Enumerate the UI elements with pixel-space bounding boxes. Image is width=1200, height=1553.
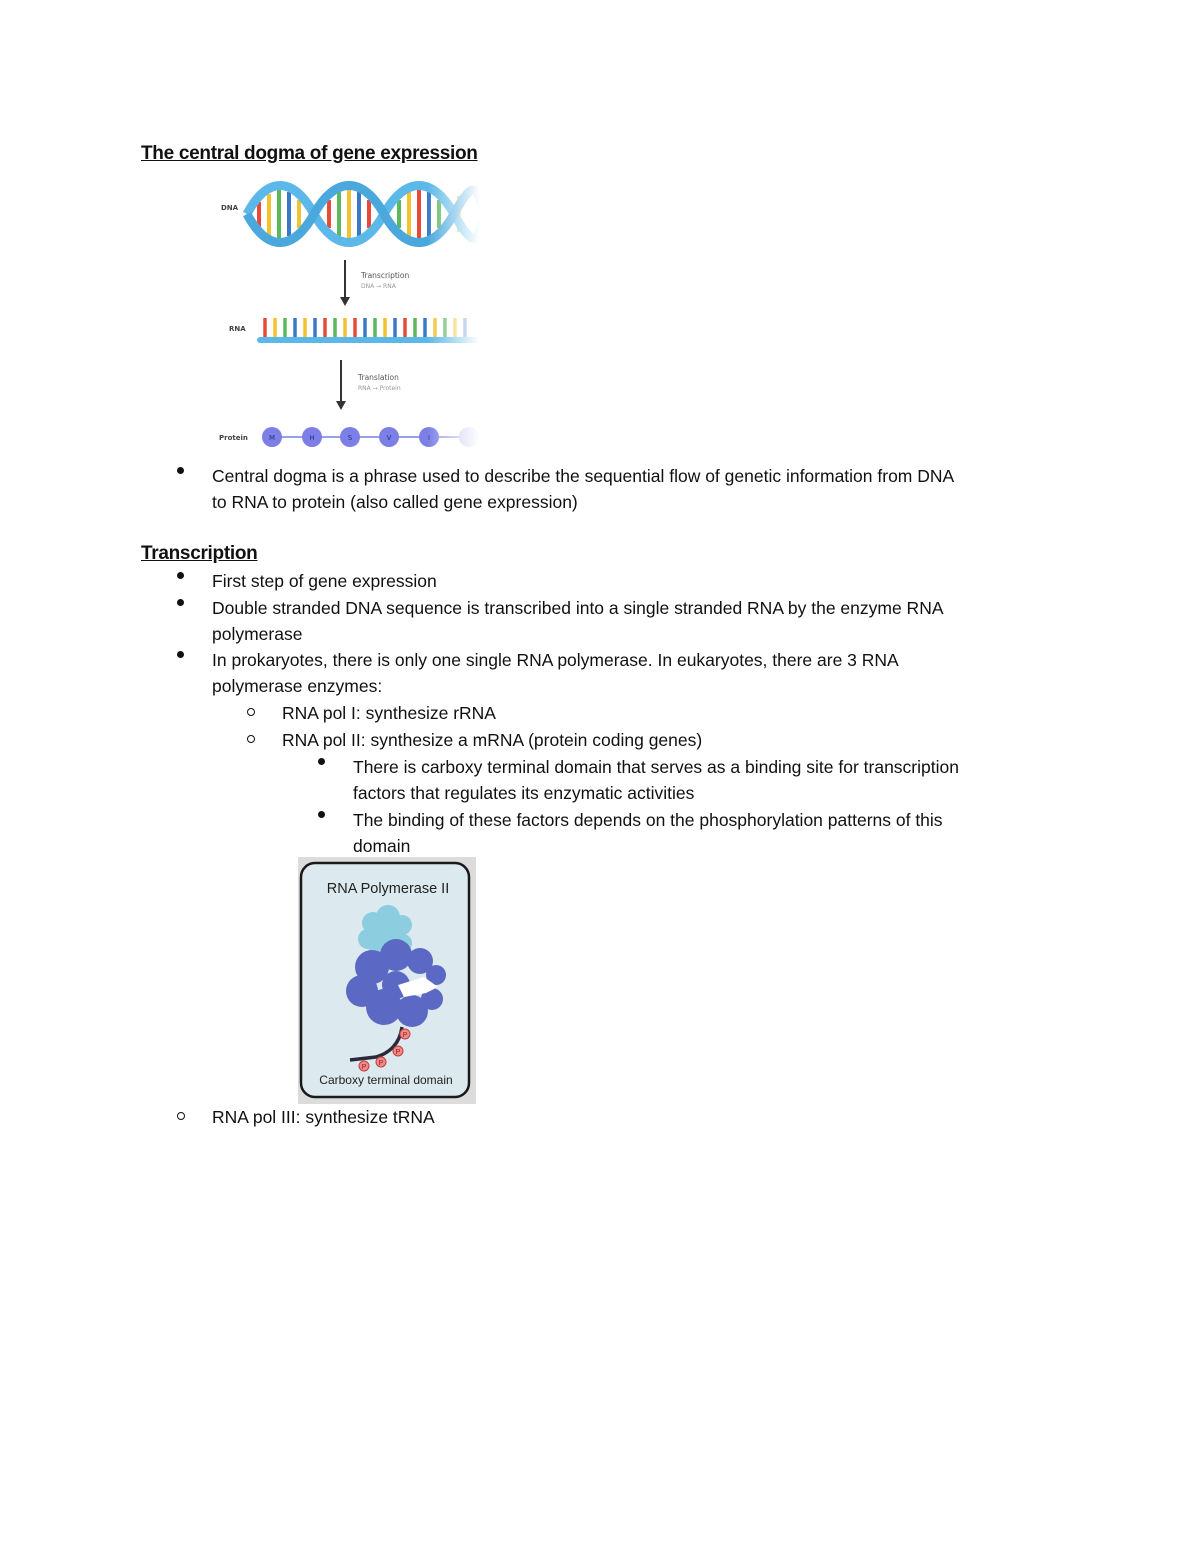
bullet-dot: [177, 651, 184, 658]
transcription-bullet-2-line-1: Double stranded DNA sequence is transcribed into a single stranded RNA by the enzyme RNA: [212, 598, 944, 618]
phospho-label-4: P: [361, 1064, 367, 1071]
central-dogma-figure: [215, 180, 480, 455]
bullet-dot: [318, 758, 325, 765]
central-dogma-text-line-1: Central dogma is a phrase used to describe the sequential flow of genetic information from DNA: [212, 466, 955, 486]
transcription-bullet-2-line-2: polymerase: [212, 624, 303, 644]
central-dogma-text-line-2: to RNA to protein (also called gene expression): [212, 492, 578, 512]
transcription-bullet-3-line-1: In prokaryotes, there is only one single RNA polymerase. In eukaryotes, there are 3 RNA: [212, 650, 899, 670]
bullet-dot: [177, 599, 184, 606]
rna-pol-1-item: RNA pol I: synthesize rRNA: [282, 703, 496, 723]
sub-bullet-ring: [247, 708, 255, 716]
transcription-bullet-1: First step of gene expression: [212, 571, 437, 591]
sub-bullet-ring: [247, 735, 255, 743]
ctd-bullet-1-line-2: factors that regulates its enzymatic activities: [353, 783, 695, 803]
bullet-dot: [177, 467, 184, 474]
bullet-dot: [318, 811, 325, 818]
rna-pol-2-item: RNA pol II: synthesize a mRNA (protein coding genes): [282, 730, 703, 750]
bullet-dot: [177, 572, 184, 579]
phospho-label-2: P: [395, 1049, 401, 1056]
sub-bullet-ring: [177, 1112, 185, 1120]
polymerase-caption: Carboxy terminal domain: [319, 1073, 453, 1087]
polymerase-title: RNA Polymerase II: [326, 881, 450, 897]
ctd-bullet-1-line-1: There is carboxy terminal domain that serves as a binding site for transcription: [353, 757, 959, 777]
rna-pol-3-item: RNA pol III: synthesize tRNA: [212, 1107, 435, 1127]
section-heading-transcription: Transcription: [141, 543, 258, 564]
ctd-bullet-2-line-1: The binding of these factors depends on the phosphorylation patterns of this: [353, 810, 943, 830]
rna-polymerase-ii-figure: [298, 857, 476, 1104]
transcription-bullet-3-line-2: polymerase enzymes:: [212, 676, 383, 696]
phospho-label-1: P: [402, 1032, 408, 1039]
phospho-label-3: P: [378, 1060, 384, 1067]
ctd-bullet-2-line-2: domain: [353, 836, 411, 856]
section-heading-central-dogma: The central dogma of gene expression: [141, 143, 478, 164]
